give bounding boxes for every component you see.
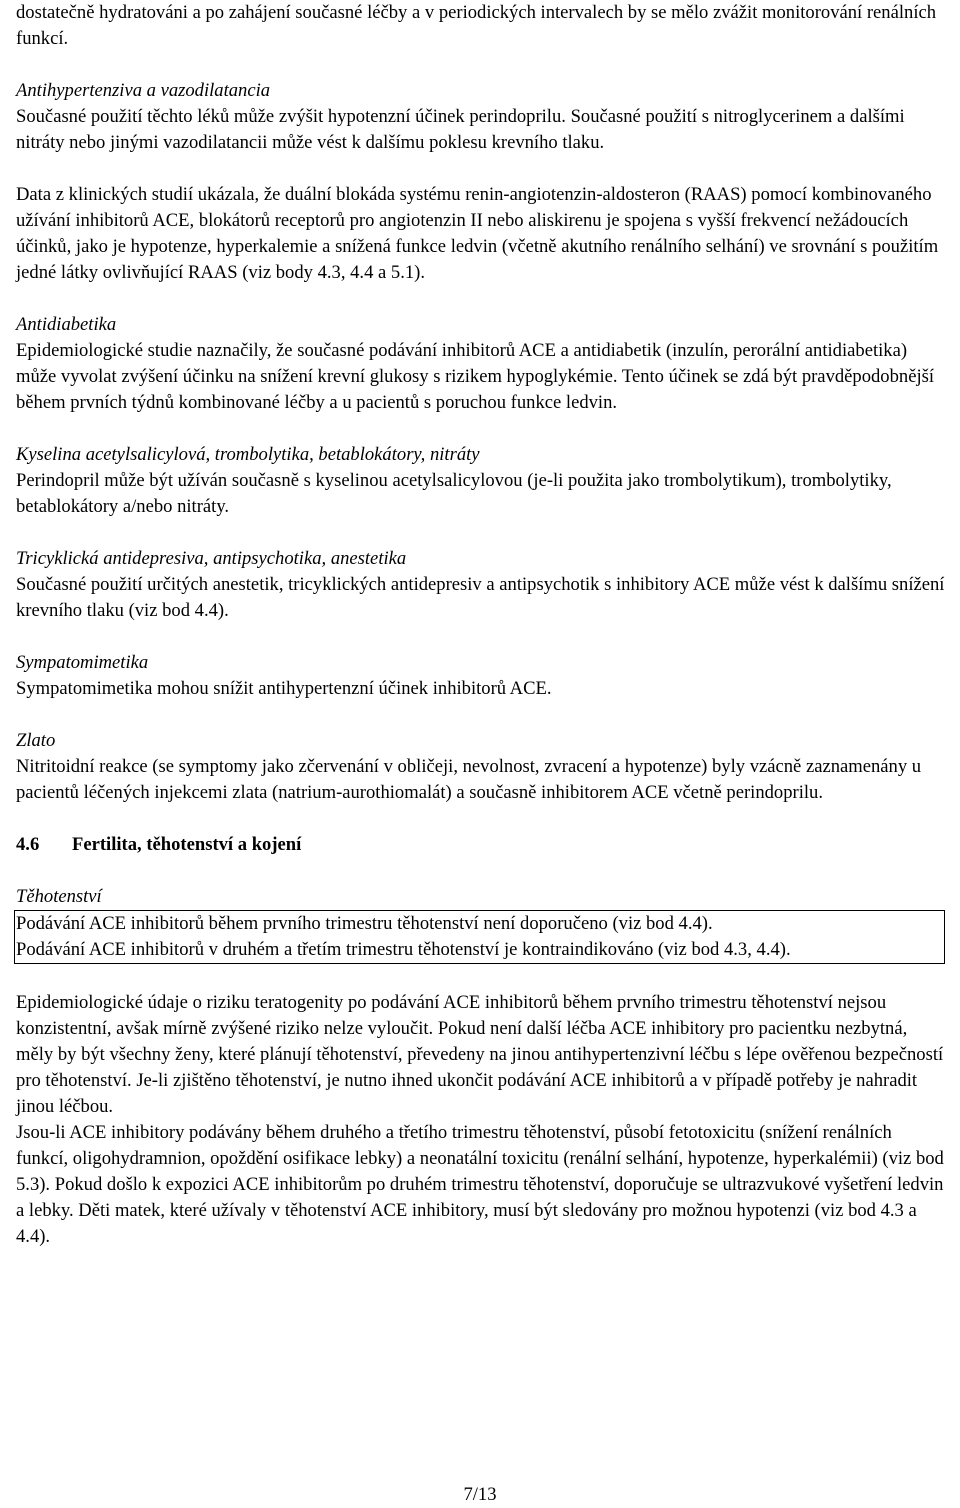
antihypertensives-section <box>16 78 946 156</box>
intro-paragraph: dostatečně hydratováni a po zahájení současné léčby a v periodických intervalech by se mělo zvážit monitorování renálních funkcí. <box>16 2 937 49</box>
antihypertensives-heading: Antihypertenziva a vazodilatancia <box>16 80 271 101</box>
tricyclics-section <box>16 546 946 624</box>
gold-text: Nitritoidní reakce (se symptomy jako zčervenání v obličeji, nevolnost, zvracení a hypotenze) byly vzácně zaznamenány u pacientů léčených injekcemi zlata (natrium-aurothiomalát) a současně inhibitorem ACE včetně perindoprilu. <box>16 756 922 803</box>
section-number: 4.6 <box>16 834 40 855</box>
section-4-6-heading <box>16 832 946 858</box>
gold-heading: Zlato <box>16 730 56 751</box>
tricyclics-text: Současné použití určitých anestetik, tricyklických antidepresiv a antipsychotik s inhibitory ACE může vést k dalšímu snížení krevního tlaku (viz bod 4.4). <box>16 574 945 621</box>
aspirin-heading: Kyselina acetylsalicylová, trombolytika, betablokátory, nitráty <box>16 444 480 465</box>
antidiabetics-text: Epidemiologické studie naznačily, že současné podávání inhibitorů ACE a antidiabetik (inzulín, perorální antidiabetika) může vyvolat zvýšení účinku na snížení krevní glukosy s rizikem hypoglykémie. Tento účinek se zdá být pravděpodobnější během prvních týdnů kombinované léčby a u pacientů s poruchou funkce ledvin. <box>16 340 935 413</box>
antidiabetics-heading: Antidiabetika <box>16 314 117 335</box>
tricyclics-heading: Tricyklická antidepresiva, antipsychotika, anestetika <box>16 548 407 569</box>
epidemiology-paragraph: Epidemiologické údaje o riziku teratogenity po podávání ACE inhibitorů během prvního trimestru těhotenství nejsou konzistentní, avšak mírně zvýšené riziko nelze vyloučit. Pokud není další léčba ACE inhibitory pro pacientku nezbytná, měly by být všechny ženy, které plánují těhotenství, převedeny na jinou antihypertenzivní léčbu s lépe ověřenou bezpečností pro těhotenství. Je-li zjištěno těhotenství, je nutno ihned ukončit podávání ACE inhibitorů a v případě potřeby je nahradit jinou léčbou. <box>16 992 944 1117</box>
antidiabetics-section <box>16 312 946 416</box>
fetotoxicity-paragraph: Jsou-li ACE inhibitory podávány během druhého a třetího trimestru těhotenství, působí fetotoxicitu (snížení renálních funkcí, oligohydramnion, opoždění osifikace lebky) a neonatální toxicitu (renální selhání, hypotenze, hyperkalémii) (viz bod 5.3). Pokud došlo k expozici ACE inhibitorům po druhém trimestru těhotenství, doporučuje se ultrazvukové vyšetření ledvin a lebky. Děti matek, které užívaly v těhotenství ACE inhibitory, musí být sledovány pro možnou hypotenzi (viz bod 4.3 a 4.4). <box>16 1122 944 1247</box>
aspirin-text: Perindopril může být užíván současně s kyselinou acetylsalicylovou (je-li použita jako trombolytikum), trombolytiky, betablokátory a/nebo nitráty. <box>16 470 892 517</box>
pregnancy-warning-box <box>14 910 945 964</box>
gold-section <box>16 728 946 806</box>
sympathomimetics-section <box>16 650 946 702</box>
sympathomimetics-heading: Sympatomimetika <box>16 652 149 673</box>
page-number: 7/13 <box>463 1484 497 1505</box>
antihypertensives-text: Současné použití těchto léků může zvýšit hypotenzní účinek perindoprilu. Současné použití s nitroglycerinem a dalšími nitráty nebo jinými vazodilatancii může vést k dalšímu poklesu krevního tlaku. <box>16 106 905 153</box>
pregnancy-box-line-2: Podávání ACE inhibitorů v druhém a třetím trimestru těhotenství je kontraindikováno (viz bod 4.3, 4.4). <box>16 939 791 960</box>
pregnancy-section <box>16 884 946 964</box>
section-title: Fertilita, těhotenství a kojení <box>72 834 302 855</box>
sympathomimetics-text: Sympatomimetika mohou snížit antihypertenzní účinek inhibitorů ACE. <box>16 678 552 699</box>
pregnancy-box-line-1: Podávání ACE inhibitorů během prvního trimestru těhotenství není doporučeno (viz bod 4.4). <box>16 913 713 934</box>
aspirin-section <box>16 442 946 520</box>
raas-paragraph: Data z klinických studií ukázala, že duální blokáda systému renin-angiotenzin-aldosteron (RAAS) pomocí kombinovaného užívání inhibitorů ACE, blokátorů receptorů pro angiotenzin II nebo aliskirenu je spojena s vyšší frekvencí nežádoucích účinků, jako je hypotenze, hyperkalemie a snížená funkce ledvin (včetně akutního renálního selhání) ve srovnání s použitím jedné látky ovlivňující RAAS (viz body 4.3, 4.4 a 5.1). <box>16 184 939 283</box>
pregnancy-heading: Těhotenství <box>16 886 102 907</box>
document-page <box>16 0 946 1250</box>
